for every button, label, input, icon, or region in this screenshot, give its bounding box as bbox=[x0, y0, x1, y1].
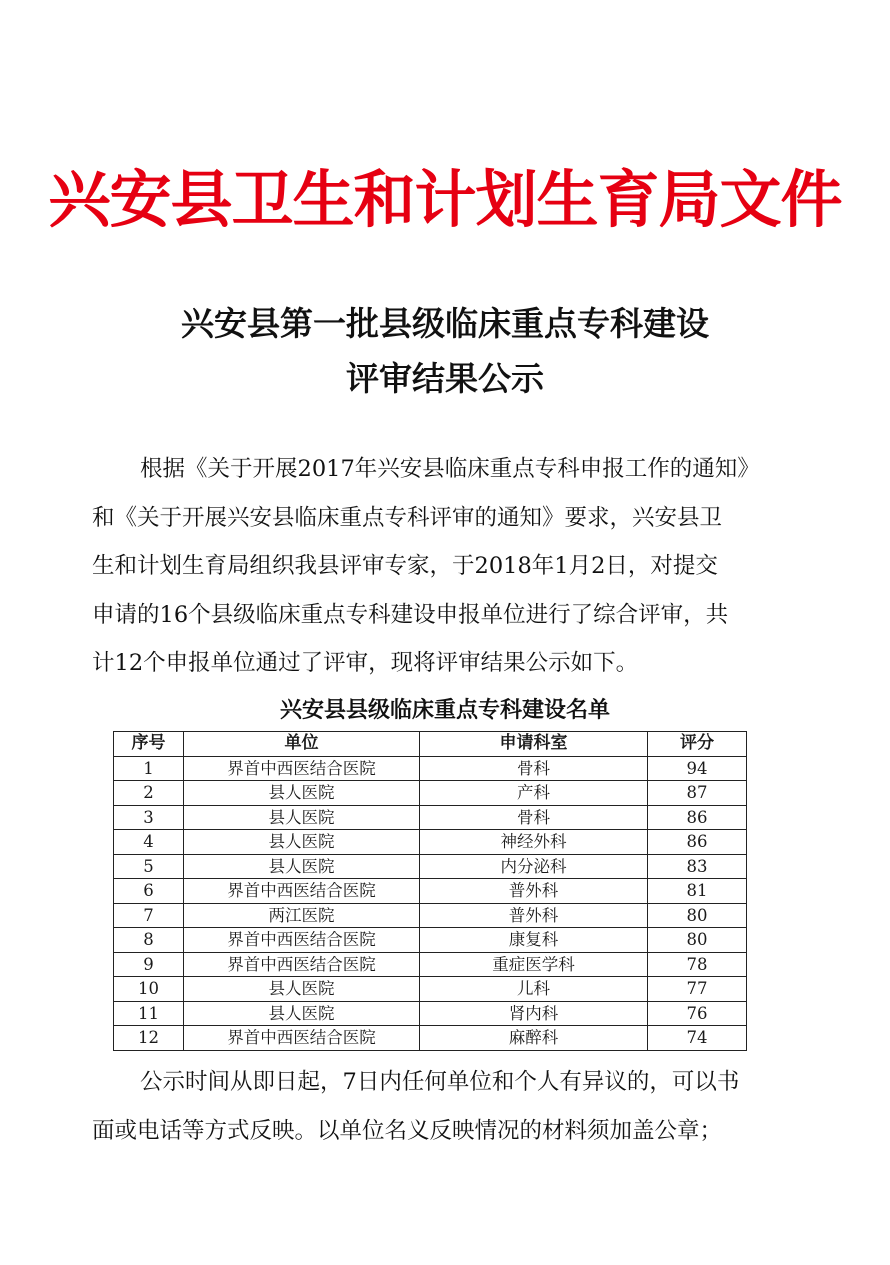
row-department: 肾内科 bbox=[420, 1001, 648, 1026]
table-row bbox=[114, 928, 747, 953]
row-score: 74 bbox=[648, 1026, 747, 1051]
table-row bbox=[114, 952, 747, 977]
table-row bbox=[114, 977, 747, 1002]
row-index: 4 bbox=[114, 830, 184, 855]
row-index: 3 bbox=[114, 805, 184, 830]
row-department: 产科 bbox=[420, 781, 648, 806]
row-unit: 界首中西医结合医院 bbox=[184, 879, 420, 904]
row-unit: 界首中西医结合医院 bbox=[184, 756, 420, 781]
notice-paragraph bbox=[92, 1058, 782, 1155]
column-header-department: 申请科室 bbox=[420, 732, 648, 757]
row-unit: 两江医院 bbox=[184, 903, 420, 928]
column-header-score: 评分 bbox=[648, 732, 747, 757]
row-index: 2 bbox=[114, 781, 184, 806]
document-title-line1: 兴安县第一批县级临床重点专科建设 bbox=[181, 304, 709, 343]
row-department: 骨科 bbox=[420, 805, 648, 830]
row-score: 86 bbox=[648, 805, 747, 830]
notice-line: 公示时间从即日起，7日内任何单位和个人有异议的，可以书 bbox=[140, 1069, 740, 1095]
intro-line: 申请的16个县级临床重点专科建设申报单位进行了综合评审，共 bbox=[92, 601, 729, 628]
table-row bbox=[114, 830, 747, 855]
table-row bbox=[114, 879, 747, 904]
table-title: 兴安县县级临床重点专科建设名单 bbox=[279, 697, 610, 723]
row-unit: 县人医院 bbox=[184, 1001, 420, 1026]
row-unit: 县人医院 bbox=[184, 977, 420, 1002]
row-index: 1 bbox=[114, 756, 184, 781]
table-row bbox=[114, 903, 747, 928]
row-score: 81 bbox=[648, 879, 747, 904]
row-score: 80 bbox=[648, 903, 747, 928]
column-header-index: 序号 bbox=[114, 732, 184, 757]
row-department: 儿科 bbox=[420, 977, 648, 1002]
column-header-unit: 单位 bbox=[184, 732, 420, 757]
row-score: 94 bbox=[648, 756, 747, 781]
table-row bbox=[114, 1001, 747, 1026]
row-department: 重症医学科 bbox=[420, 952, 648, 977]
table-row bbox=[114, 805, 747, 830]
table-header-row bbox=[114, 732, 747, 757]
row-score: 80 bbox=[648, 928, 747, 953]
row-score: 87 bbox=[648, 781, 747, 806]
row-score: 83 bbox=[648, 854, 747, 879]
row-unit: 县人医院 bbox=[184, 781, 420, 806]
row-index: 11 bbox=[114, 1001, 184, 1026]
row-unit: 县人医院 bbox=[184, 854, 420, 879]
agency-banner: 兴安县卫生和计划生育局文件 bbox=[48, 163, 842, 236]
row-score: 86 bbox=[648, 830, 747, 855]
table-row bbox=[114, 781, 747, 806]
row-score: 76 bbox=[648, 1001, 747, 1026]
row-index: 8 bbox=[114, 928, 184, 953]
table-body bbox=[114, 756, 747, 1050]
intro-line: 计12个申报单位通过了评审，现将评审结果公示如下。 bbox=[92, 650, 639, 676]
intro-line: 生和计划生育局组织我县评审专家，于2018年1月2日，对提交 bbox=[92, 553, 718, 579]
row-index: 7 bbox=[114, 903, 184, 928]
row-department: 麻醉科 bbox=[420, 1026, 648, 1051]
row-score: 77 bbox=[648, 977, 747, 1002]
row-index: 5 bbox=[114, 854, 184, 879]
table-row bbox=[114, 854, 747, 879]
row-unit: 界首中西医结合医院 bbox=[184, 928, 420, 953]
results-table bbox=[113, 731, 747, 1051]
row-unit: 县人医院 bbox=[184, 805, 420, 830]
row-index: 12 bbox=[114, 1026, 184, 1051]
row-unit: 界首中西医结合医院 bbox=[184, 952, 420, 977]
document-title-line2: 评审结果公示 bbox=[346, 359, 544, 398]
row-department: 骨科 bbox=[420, 756, 648, 781]
intro-line: 根据《关于开展2017年兴安县临床重点专科申报工作的通知》 bbox=[140, 456, 760, 482]
row-index: 6 bbox=[114, 879, 184, 904]
intro-paragraph bbox=[92, 445, 782, 688]
intro-line: 和《关于开展兴安县临床重点专科评审的通知》要求，兴安县卫 bbox=[92, 504, 723, 531]
row-unit: 界首中西医结合医院 bbox=[184, 1026, 420, 1051]
row-index: 9 bbox=[114, 952, 184, 977]
notice-line: 面或电话等方式反映。以单位名义反映情况的材料须加盖公章； bbox=[92, 1117, 723, 1144]
row-index: 10 bbox=[114, 977, 184, 1002]
table-row bbox=[114, 1026, 747, 1051]
row-unit: 县人医院 bbox=[184, 830, 420, 855]
row-department: 神经外科 bbox=[420, 830, 648, 855]
table-row bbox=[114, 756, 747, 781]
row-department: 康复科 bbox=[420, 928, 648, 953]
row-score: 78 bbox=[648, 952, 747, 977]
row-department: 普外科 bbox=[420, 879, 648, 904]
row-department: 内分泌科 bbox=[420, 854, 648, 879]
row-department: 普外科 bbox=[420, 903, 648, 928]
